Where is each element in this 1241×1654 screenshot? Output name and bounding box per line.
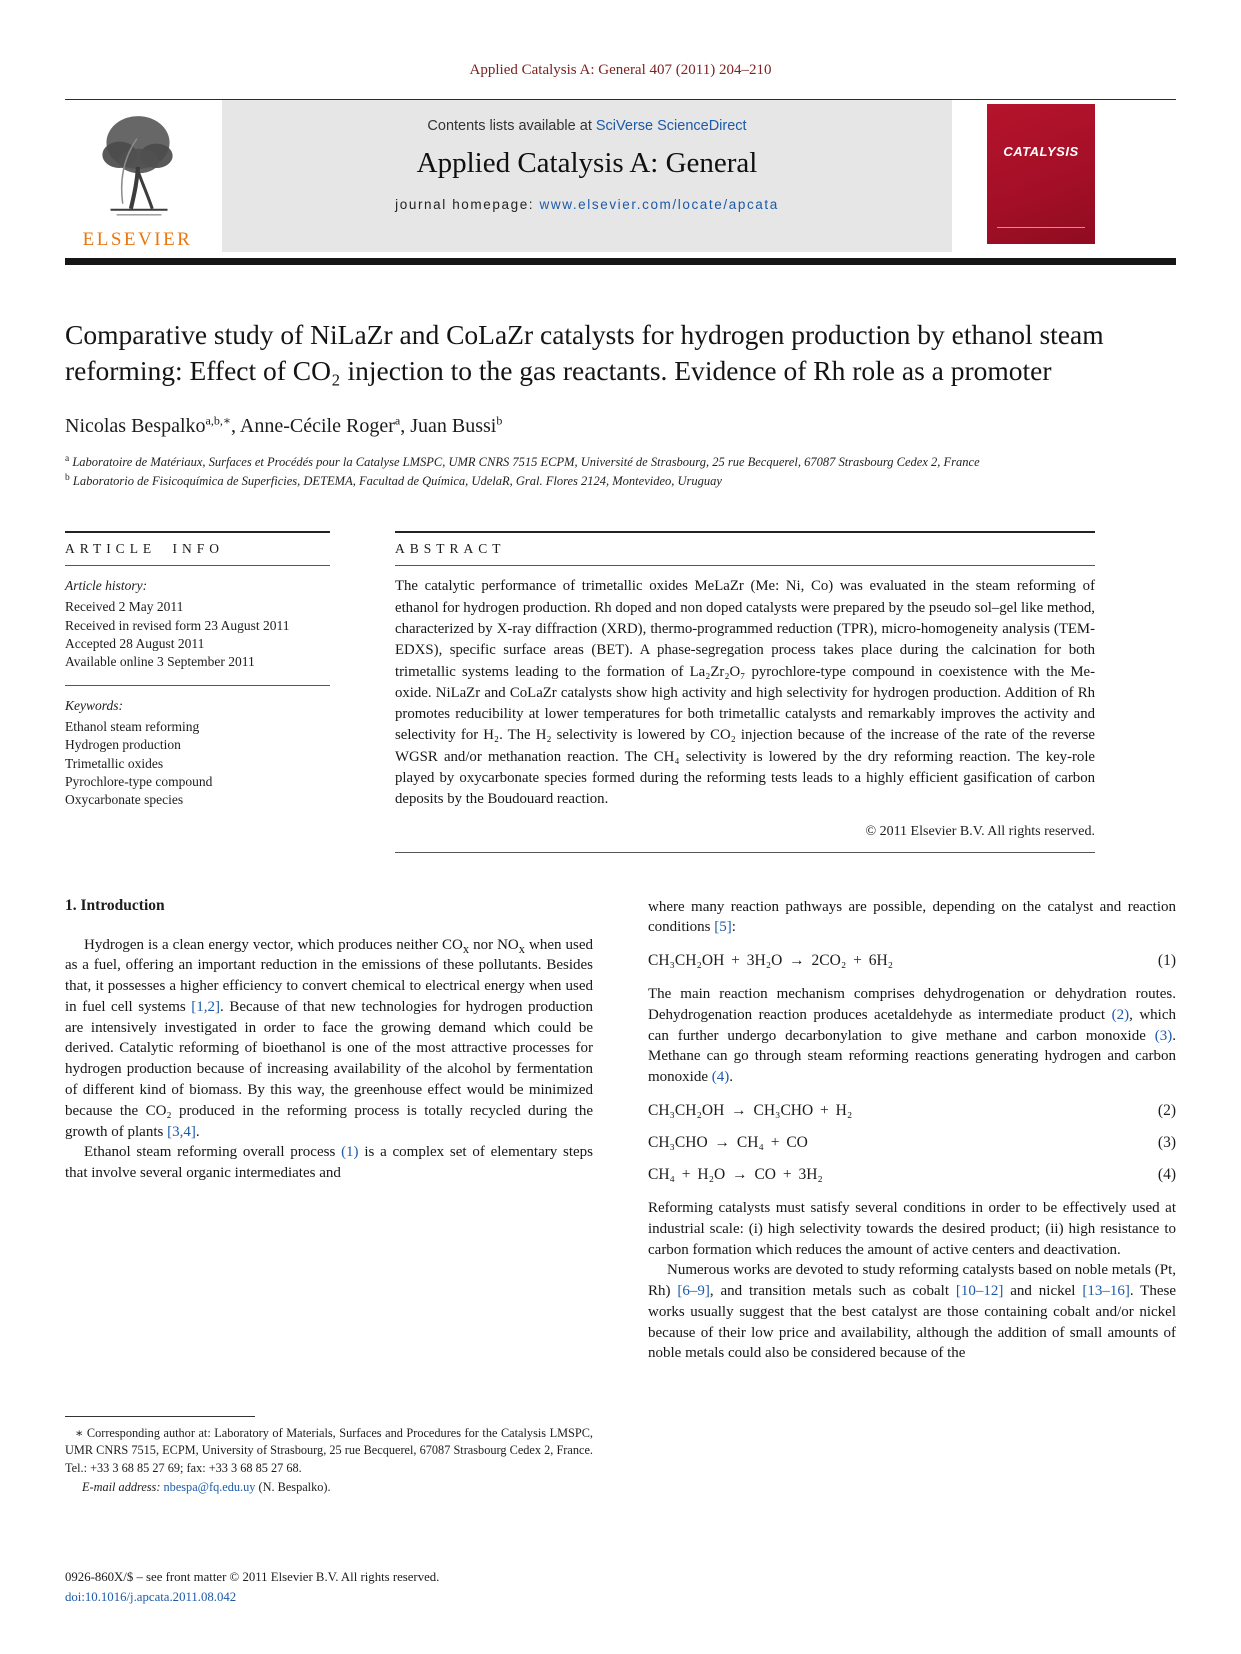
journal-banner [222, 100, 952, 252]
equation-4 [648, 1166, 1176, 1184]
subscript: x [462, 941, 470, 956]
text-run: ∗ Corresponding author at: Laboratory of Materials, Surfaces and Procedures for the Catalysis LMSPC, UMR CNRS 7515, ECPM, University of Strasbourg, 25 rue Becquerel, 67087 Strasbourg Cedex 2, France. Tel.: +33 3 68 85 27 69; fax: +33 3 68 85 27 68. [65, 1425, 593, 1475]
journal-cover-thumbnail[interactable] [987, 104, 1095, 244]
header-black-bar [65, 258, 1176, 265]
superscript: a [65, 453, 70, 464]
elsevier-wordmark: ELSEVIER [82, 229, 193, 250]
text-run: Contents lists available at [427, 118, 596, 134]
abstract-bottom-rule [395, 852, 1095, 853]
inline-link[interactable]: [5] [714, 919, 732, 936]
inline-link[interactable]: [10–12] [955, 1283, 1004, 1300]
history-item: Available online 3 September 2011 [65, 654, 255, 669]
body-right-column [648, 897, 1176, 1497]
info-abstract-section [65, 531, 1176, 852]
equation-3 [648, 1134, 1176, 1152]
abstract-heading-rule [395, 565, 1095, 566]
history-item: Accepted 28 August 2011 [65, 635, 205, 651]
footnote-text [65, 1425, 593, 1477]
info-divider-rule [65, 685, 330, 686]
doi-line [65, 1588, 439, 1608]
equation-formula: CH₃CHO → CH₄ + CO [648, 1133, 808, 1151]
inline-link[interactable]: (1) [341, 1144, 359, 1161]
text-run: , and transition metals such as cobalt [709, 1283, 956, 1300]
inline-link[interactable]: (3) [1154, 1027, 1173, 1044]
text-run: journal homepage: [395, 197, 540, 212]
cover-title: CATALYSIS [1003, 144, 1079, 159]
keywords-label: Keywords: [65, 698, 123, 714]
article-body [65, 897, 1176, 1497]
text-run: where many reaction pathways are possible, depending on the catalyst and reaction conditions [648, 898, 1176, 936]
superscript: b [65, 472, 70, 483]
article-info-heading: ARTICLE INFO [65, 541, 225, 557]
keyword-item: Ethanol steam reforming [65, 719, 200, 735]
contents-line [222, 118, 952, 134]
footnote-rule [65, 1416, 255, 1417]
equation-formula: CH₃CH₂OH + 3H₂O → 2CO₂ + 6H₂ [648, 952, 894, 970]
article-title: Comparative study of NiLaZr and CoLaZr catalysts for hydrogen production by ethanol steam reforming: Effect of CO₂ injection to the gas reactants. Evidence of Rh role as a promoter [65, 319, 1104, 387]
text-run: when used as a fuel, offering an important reduction in the emissions of these pollutants. Besides that, it possesses a higher efficiency to convert chemical to electrical energy when used in fuel cell systems [65, 936, 593, 1015]
journal-homepage-line [222, 197, 952, 212]
text-run: Numerous works are devoted to study reforming catalysts based on noble metals (Pt, Rh) [648, 1262, 1176, 1300]
keyword-item: Pyrochlore-type compound [65, 773, 213, 789]
keywords-block [65, 698, 330, 809]
inline-link[interactable]: (2) [1111, 1006, 1130, 1023]
cover-decoration [997, 227, 1085, 228]
article-history-label: Article history: [65, 578, 148, 594]
equation-formula: CH₃CH₂OH → CH₃CHO + H₂ [648, 1101, 853, 1119]
article-info-column [65, 531, 330, 852]
abstract-heading: ABSTRACT [395, 541, 506, 557]
affiliation-b [65, 472, 1176, 491]
text-run: nor NO [469, 936, 519, 953]
intro-paragraph-5 [648, 1198, 1176, 1260]
footnote-email-line [65, 1479, 593, 1496]
text-run: The main reaction mechanism comprises dehydrogenation or dehydration routes. Dehydrogenation reaction produces acetaldehyde as intermediate product [648, 986, 1176, 1023]
text-run: . [195, 1123, 200, 1140]
elsevier-logo[interactable] [65, 100, 210, 252]
journal-citation: Applied Catalysis A: General 407 (2011) 204–210 [469, 62, 772, 78]
history-item: Received in revised form 23 August 2011 [65, 617, 290, 633]
equation-number: (3) [1157, 1133, 1176, 1151]
keyword-item: Hydrogen production [65, 737, 181, 753]
affiliation-a [65, 453, 1176, 472]
subscript: x [518, 941, 525, 956]
masthead [65, 100, 1176, 252]
inline-link[interactable]: [6–9] [677, 1283, 710, 1300]
front-matter-line: 0926-860X/$ – see front matter © 2011 Elsevier B.V. All rights reserved. [65, 1570, 440, 1585]
text-run: Hydrogen is a clean energy vector, which produces neither CO [84, 936, 463, 953]
inline-link[interactable]: nbespa@fq.edu.uy [163, 1480, 256, 1495]
elsevier-tree-icon [88, 110, 188, 222]
equation-number: (1) [1157, 952, 1176, 970]
intro-paragraph-3 [648, 897, 1176, 939]
inline-link[interactable]: [1,2] [191, 998, 221, 1015]
text-run: . [729, 1069, 733, 1086]
text-run: Laboratorio de Fisicoquímica de Superficies, DETEMA, Facultad de Química, UdelaR, Gral. Flores 2124, Montevideo, Uruguay [69, 473, 722, 488]
abstract-text: The catalytic performance of trimetallic oxides MeLaZr (Me: Ni, Co) was evaluated in the steam reforming of ethanol for hydrogen production. Rh doped and non doped catalysts were prepared by the pseudo sol–gel like method, characterized by X-ray diffraction (XRD), thermo-programmed reduction (TPR), micro-homogeneity analysis (TEM-EDXS), specific surface areas (BET). A phase-segregation process takes place during the calcination for both trimetallic systems leading to the formation of La₂Zr₂O₇ pyrochlore-type compound in coexistence with the Me-oxide. NiLaZr and CoLaZr catalysts show high activity and high selectivity for hydrogen production. Addition of Rh promotes reducibility at lower temperatures for both trimetallic catalysts and remarkably improves the activity and selectivity for H₂. The H₂ selectivity is lowered by CO₂ injection because of the increase of the rate of the reverse WGSR and/or methanation reaction. The CH₄ selectivity is lowered by the dry reforming reaction. The key-role played by oxycarbonate species formed during the reforming tests leads to a highly efficient gasification of carbon deposits by the Boudouard reaction. [395, 578, 1095, 808]
equation-formula: CH₄ + H₂O → CO + 3H₂ [648, 1165, 823, 1183]
text-run: (N. Bespalko). [255, 1480, 331, 1495]
inline-link[interactable]: doi:10.1016/j.apcata.2011.08.042 [65, 1590, 237, 1605]
text-run: , which can further undergo decarbonylation to give methane and carbon monoxide [648, 1006, 1176, 1044]
superscript: a [394, 412, 401, 427]
inline-link[interactable]: [3,4] [167, 1123, 196, 1140]
superscript: b [496, 412, 503, 427]
inline-link[interactable]: www.elsevier.com/locate/apcata [539, 197, 779, 212]
text-run: Laboratoire de Matériaux, Surfaces et Procédés pour la Catalyse LMSPC, UMR CNRS 7515 ECPM, Université de Strasbourg, 25 rue Becquerel, 67087 Strasbourg Cedex 2, France [69, 454, 980, 469]
intro-paragraph-4 [648, 984, 1176, 1088]
author-line [65, 412, 1176, 438]
history-item: Received 2 May 2011 [65, 599, 184, 615]
text-run: , Juan Bussi [400, 414, 497, 437]
journal-title: Applied Catalysis A: General [416, 147, 758, 179]
text-run: . These works usually suggest that the best catalyst are those containing cobalt and/or nickel because of their low price and availability, although the addition of small amounts of noble metals could also be considered because of the [648, 1283, 1176, 1362]
text-run: . Methane can go through steam reforming reactions generating hydrogen and carbon monoxide [648, 1027, 1176, 1086]
inline-link[interactable]: (4) [711, 1069, 730, 1086]
text-run: Nicolas Bespalko [65, 414, 206, 437]
text-run: is a complex set of elementary steps that involve several organic intermediates and [65, 1144, 593, 1182]
text-run: : [731, 919, 736, 936]
inline-link[interactable]: SciVerse ScienceDirect [595, 118, 747, 134]
text-run: , Anne-Cécile Roger [231, 414, 395, 437]
text-run: Ethanol steam reforming overall process [84, 1144, 342, 1161]
article-history [65, 578, 330, 671]
intro-paragraph-2 [65, 1142, 593, 1184]
info-heading-rule [65, 565, 330, 566]
page-footer [65, 1568, 439, 1608]
inline-link[interactable]: [13–16] [1082, 1283, 1130, 1300]
equation-1 [648, 952, 1176, 970]
text-run: and nickel [1003, 1283, 1083, 1300]
affiliations [65, 453, 1176, 492]
superscript: a,b,∗ [205, 412, 232, 427]
intro-paragraph-1 [65, 935, 593, 1143]
abstract-column [395, 531, 1095, 852]
intro-paragraph-6 [648, 1260, 1176, 1364]
equation-number: (4) [1157, 1165, 1176, 1183]
keyword-item: Oxycarbonate species [65, 792, 184, 808]
text-run: Reforming catalysts must satisfy several conditions in order to be effectively used at industrial scale: (i) high selectivity towards the desired product; (ii) high resistance to carbon formation which reduces the amount of active centers and deactivation. [648, 1199, 1176, 1258]
body-left-column [65, 897, 593, 1497]
keyword-item: Trimetallic oxides [65, 755, 164, 771]
equation-number: (2) [1157, 1101, 1176, 1119]
equation-2 [648, 1102, 1176, 1120]
section-heading-introduction: 1. Introduction [65, 896, 165, 914]
text-run: . Because of that new technologies for hydrogen production are intensively investigated in order to face the growing demand which could be derived. Catalytic reforming of bioethanol is one of the most attractive processes for hydrogen production because of increasing availability of the alcohol by fermentation of different kind of biomass. By this way, the greenhouse effect would be minimized because the CO₂ produced in the reforming process is totally recycled during the growth of plants [65, 998, 593, 1140]
italic-label: E-mail address: [82, 1480, 164, 1495]
corresponding-author-footnote [65, 1416, 593, 1497]
abstract-copyright: © 2011 Elsevier B.V. All rights reserved. [865, 823, 1095, 839]
